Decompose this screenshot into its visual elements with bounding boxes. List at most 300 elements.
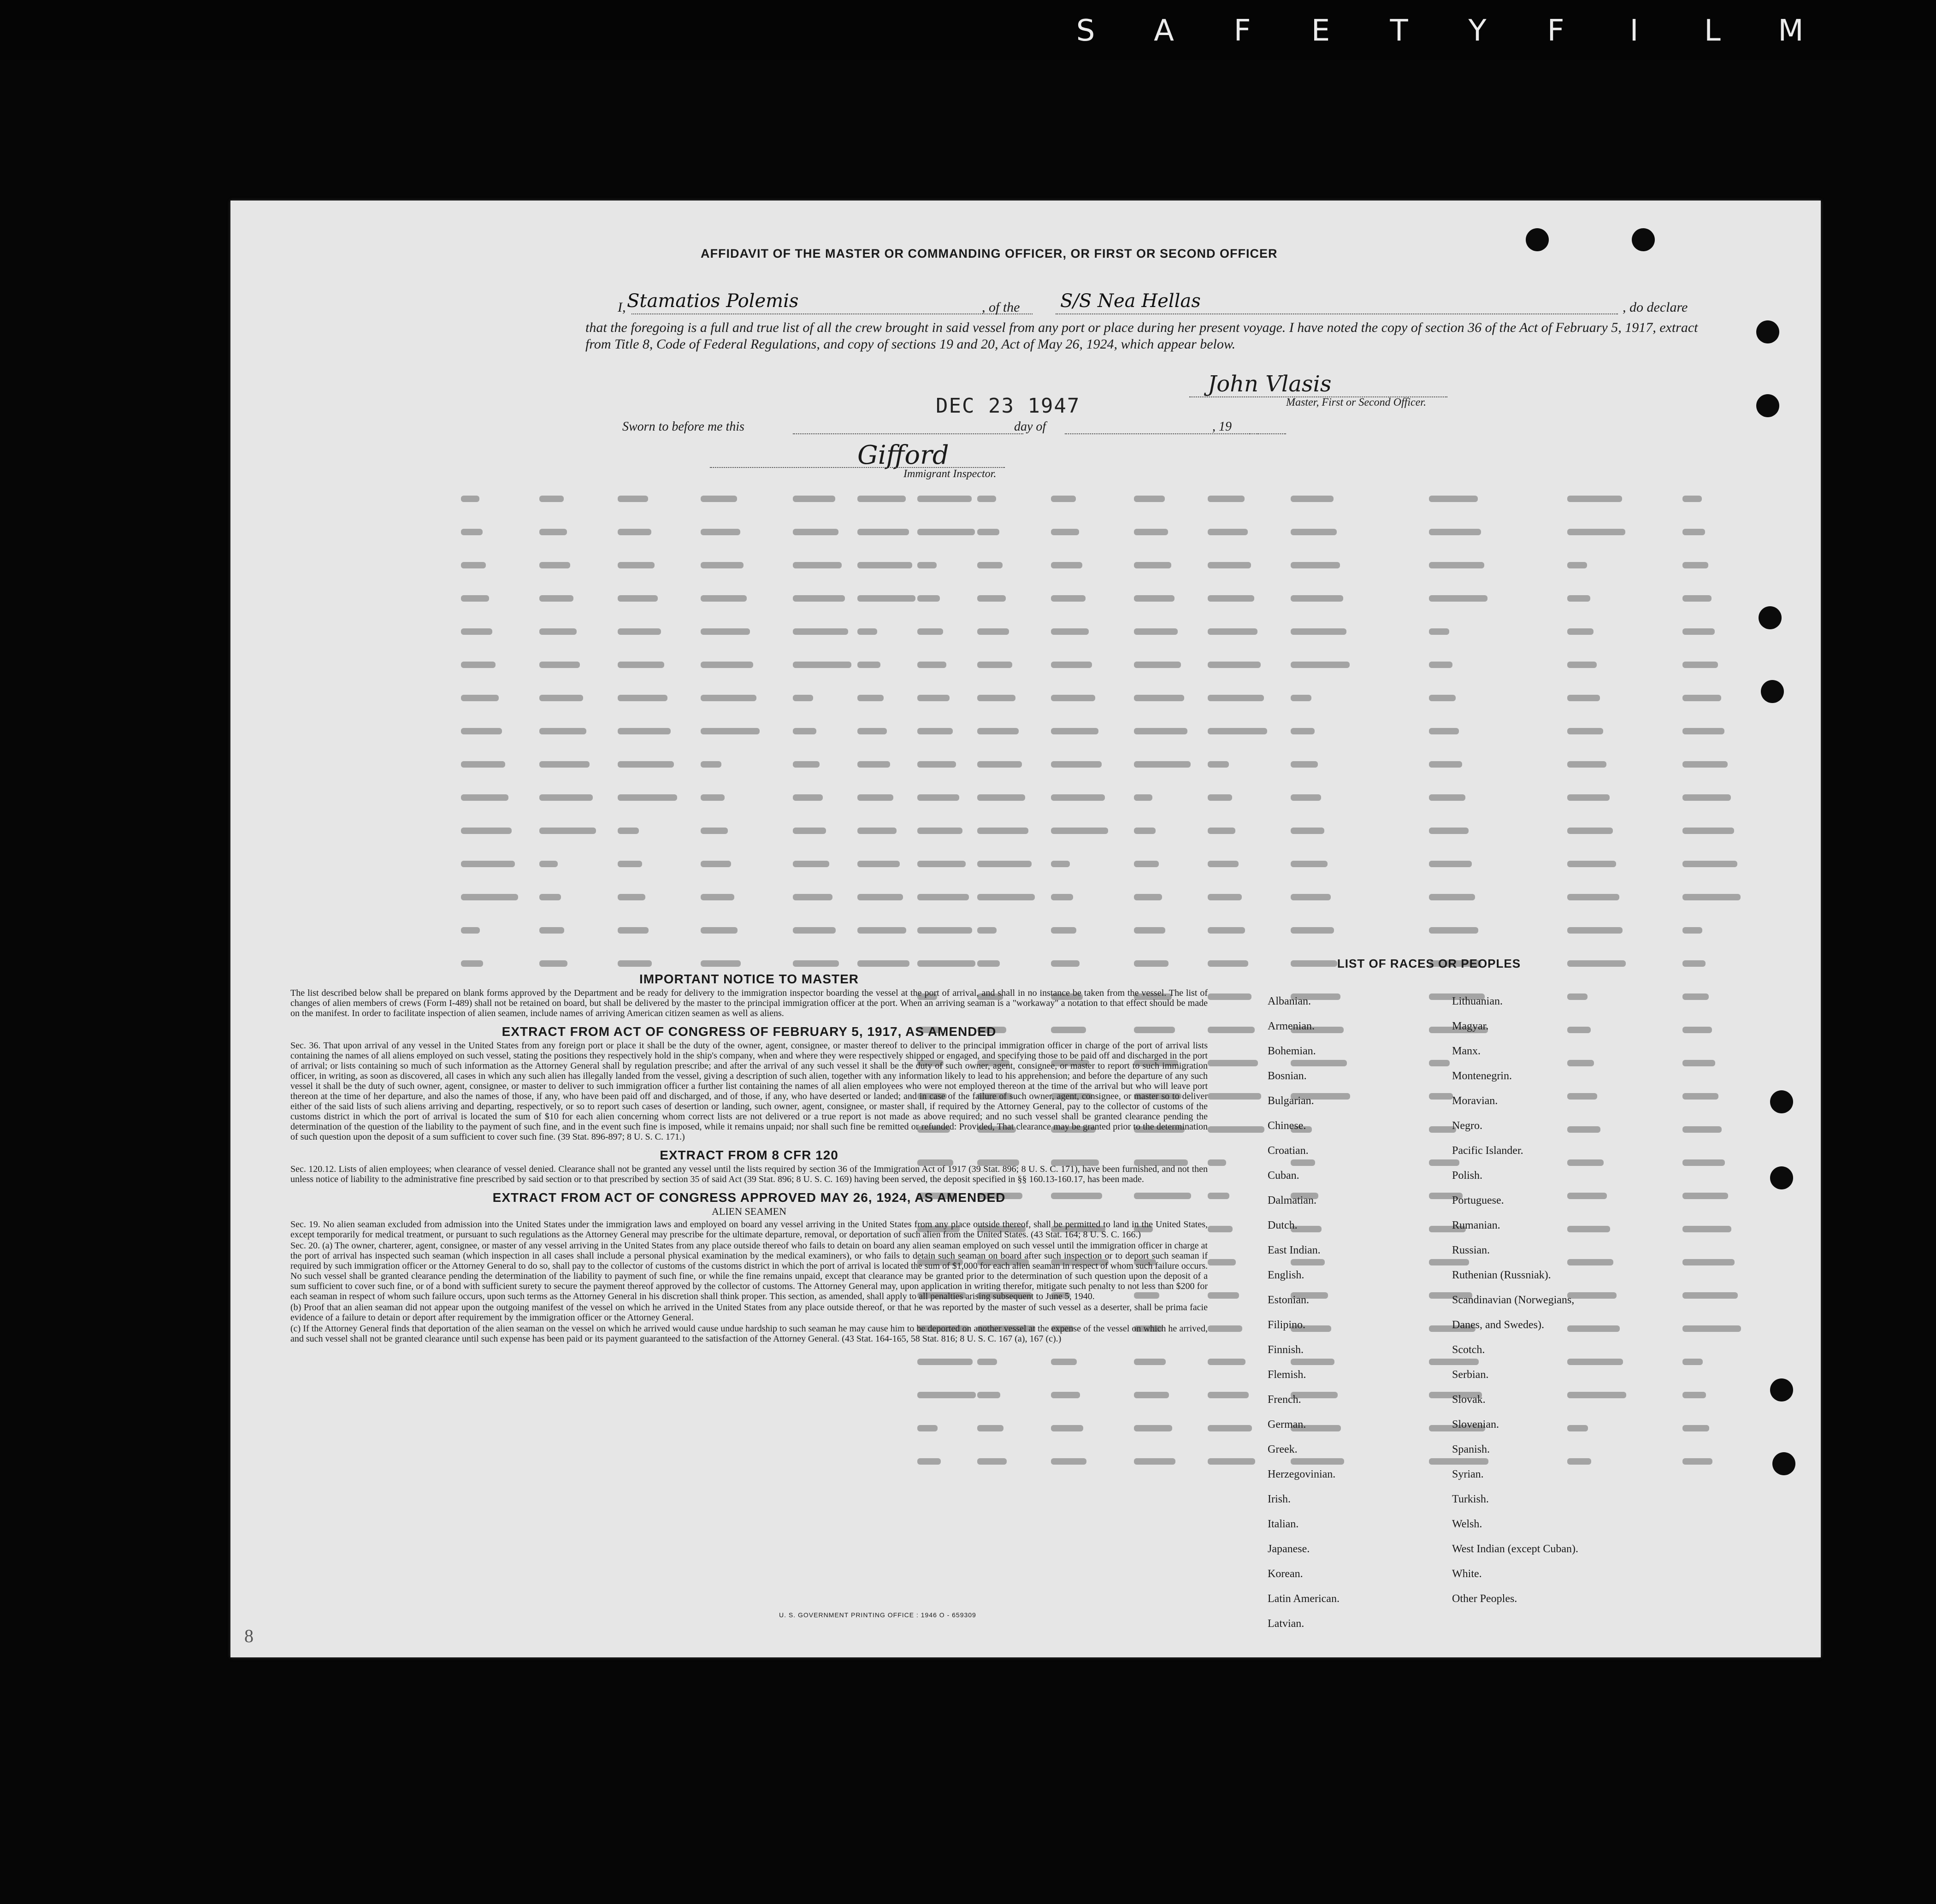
printer-imprint: U. S. GOVERNMENT PRINTING OFFICE : 1946 O - 659309 bbox=[779, 1611, 976, 1619]
bleed-mark bbox=[1567, 894, 1619, 900]
bleed-mark bbox=[977, 496, 996, 502]
bleed-mark bbox=[539, 529, 567, 535]
bleed-mark bbox=[1291, 595, 1343, 602]
bleed-mark bbox=[1291, 894, 1331, 900]
bleed-mark bbox=[1208, 1325, 1242, 1332]
bleed-row bbox=[461, 960, 1798, 965]
notice-body: The list described below shall be prepared on blank forms approved by the Department and be ready for delivery to the immigration inspector boarding the vessel at the port of arrival, and shall in no instance be taken from the vessel. The list of changes of alien members of crews (Form I-489) shall not be retained on board, but shall be delivered by the master to the principal immigration officer at the port. When an arriving seaman is a "workaway" a notation to that effect should be made on the manifest. In order to facilitate inspection of alien seamen, include names of arriving American citizen seamen as well as aliens. bbox=[290, 988, 1208, 1018]
race-entry: Spanish. bbox=[1452, 1443, 1490, 1455]
bleed-row bbox=[461, 695, 1798, 699]
race-entry: French. bbox=[1268, 1394, 1301, 1406]
bleed-mark bbox=[539, 562, 570, 568]
bleed-mark bbox=[1682, 662, 1718, 668]
bleed-mark bbox=[1134, 628, 1178, 635]
bleed-mark bbox=[857, 927, 906, 934]
bleed-mark bbox=[701, 562, 744, 568]
page-corner-mark: 8 bbox=[244, 1626, 254, 1646]
bleed-mark bbox=[977, 1458, 1007, 1465]
bleed-mark bbox=[618, 496, 648, 502]
bleed-mark bbox=[1134, 1359, 1166, 1365]
bleed-mark bbox=[1567, 728, 1603, 734]
bleed-mark bbox=[1682, 1126, 1722, 1133]
bleed-mark bbox=[1208, 761, 1229, 768]
bleed-mark bbox=[701, 695, 756, 701]
bleed-mark bbox=[1208, 529, 1248, 535]
bleed-mark bbox=[1051, 794, 1105, 801]
bleed-mark bbox=[1429, 1060, 1450, 1066]
race-entry: Polish. bbox=[1452, 1170, 1483, 1182]
binder-hole bbox=[1526, 228, 1549, 251]
bleed-mark bbox=[1429, 927, 1478, 934]
bleed-mark bbox=[1208, 1292, 1239, 1299]
bleed-mark bbox=[1682, 1159, 1725, 1166]
bleed-mark bbox=[701, 927, 738, 934]
inspector-label: Immigrant Inspector. bbox=[903, 468, 997, 480]
vessel-name-handwritten: S/S Nea Hellas bbox=[1060, 290, 1201, 312]
bleed-mark bbox=[1682, 628, 1715, 635]
bleed-row bbox=[461, 628, 1798, 633]
bleed-mark bbox=[1051, 761, 1102, 768]
bleed-mark bbox=[793, 662, 851, 668]
bleed-mark bbox=[1429, 861, 1472, 867]
bleed-mark bbox=[539, 761, 590, 768]
bleed-mark bbox=[1134, 595, 1175, 602]
bleed-row bbox=[461, 529, 1798, 533]
sworn-text: Sworn to before me this bbox=[622, 420, 744, 434]
bleed-mark bbox=[1682, 496, 1702, 502]
film-strip-letter: F bbox=[1234, 14, 1251, 48]
bleed-mark bbox=[1429, 662, 1452, 668]
bleed-mark bbox=[917, 828, 962, 834]
bleed-mark bbox=[539, 927, 564, 934]
bleed-mark bbox=[701, 761, 721, 768]
bleed-mark bbox=[1682, 1359, 1703, 1365]
bleed-mark bbox=[1567, 761, 1606, 768]
bleed-mark bbox=[1429, 761, 1462, 768]
bleed-mark bbox=[1208, 628, 1257, 635]
bleed-mark bbox=[618, 662, 664, 668]
bleed-mark bbox=[917, 728, 953, 734]
bleed-mark bbox=[1682, 1425, 1709, 1431]
race-entry: Negro. bbox=[1452, 1120, 1482, 1132]
bleed-mark bbox=[1682, 1060, 1715, 1066]
bleed-mark bbox=[1567, 927, 1623, 934]
bleed-mark bbox=[1134, 894, 1162, 900]
bleed-mark bbox=[1682, 529, 1705, 535]
year-line bbox=[1249, 433, 1286, 434]
races-list bbox=[1268, 957, 1590, 1630]
officer-signature: John Vlasis bbox=[1208, 371, 1332, 397]
bleed-mark bbox=[1291, 529, 1337, 535]
bleed-mark bbox=[793, 861, 829, 867]
bleed-row bbox=[461, 496, 1798, 500]
bleed-mark bbox=[793, 595, 845, 602]
bleed-mark bbox=[917, 1359, 973, 1365]
bleed-mark bbox=[1134, 562, 1171, 568]
bleed-mark bbox=[857, 662, 880, 668]
bleed-mark bbox=[1682, 1292, 1738, 1299]
cfr-heading: EXTRACT FROM 8 CFR 120 bbox=[660, 1148, 838, 1162]
bleed-mark bbox=[1567, 695, 1600, 701]
bleed-mark bbox=[461, 562, 486, 568]
bleed-mark bbox=[1682, 761, 1728, 768]
bleed-mark bbox=[618, 828, 639, 834]
bleed-mark bbox=[1682, 894, 1741, 900]
year-prefix: , 19 bbox=[1212, 420, 1232, 434]
bleed-mark bbox=[917, 496, 972, 502]
bleed-mark bbox=[1682, 1458, 1712, 1465]
bleed-mark bbox=[1134, 1392, 1169, 1398]
film-strip-letter: S bbox=[1076, 14, 1095, 48]
bleed-row bbox=[461, 595, 1798, 600]
bleed-mark bbox=[793, 828, 826, 834]
bleed-mark bbox=[539, 728, 586, 734]
bleed-mark bbox=[793, 628, 848, 635]
bleed-mark bbox=[857, 595, 915, 602]
race-entry: White. bbox=[1452, 1568, 1482, 1580]
race-entry: Armenian. bbox=[1268, 1020, 1315, 1032]
race-entry: Manx. bbox=[1452, 1045, 1481, 1057]
bleed-mark bbox=[917, 794, 959, 801]
bleed-mark bbox=[539, 695, 583, 701]
bleed-mark bbox=[1682, 927, 1702, 934]
bleed-mark bbox=[1567, 628, 1594, 635]
affidavit-prefix: I, bbox=[618, 300, 626, 315]
bleed-mark bbox=[539, 861, 558, 867]
bleed-mark bbox=[917, 662, 946, 668]
bleed-mark bbox=[1429, 894, 1475, 900]
bleed-mark bbox=[1208, 1027, 1255, 1033]
bleed-mark bbox=[1051, 728, 1098, 734]
bleed-mark bbox=[1682, 794, 1731, 801]
bleed-mark bbox=[1208, 695, 1264, 701]
bleed-mark bbox=[1208, 728, 1267, 734]
bleed-mark bbox=[1291, 695, 1311, 701]
race-entry: Magyar. bbox=[1452, 1020, 1489, 1032]
bleed-mark bbox=[1134, 1425, 1172, 1431]
bleed-mark bbox=[461, 927, 480, 934]
bleed-mark bbox=[1208, 861, 1239, 867]
race-entry: Finnish. bbox=[1268, 1344, 1304, 1356]
bleed-mark bbox=[1291, 562, 1340, 568]
race-entry: Irish. bbox=[1268, 1493, 1291, 1505]
bleed-mark bbox=[701, 794, 725, 801]
bleed-mark bbox=[1051, 695, 1095, 701]
bleed-mark bbox=[1051, 562, 1082, 568]
bleed-mark bbox=[1051, 496, 1076, 502]
race-entry: Cuban. bbox=[1268, 1170, 1299, 1182]
race-entry: Montenegrin. bbox=[1452, 1070, 1512, 1082]
bleed-mark bbox=[701, 662, 753, 668]
race-entry: East Indian. bbox=[1268, 1244, 1321, 1256]
bleed-mark bbox=[618, 861, 642, 867]
race-entry: Croatian. bbox=[1268, 1145, 1309, 1157]
race-entry: Pacific Islander. bbox=[1452, 1145, 1523, 1157]
bleed-mark bbox=[1051, 861, 1070, 867]
bleed-mark bbox=[1134, 529, 1168, 535]
bleed-mark bbox=[1429, 595, 1487, 602]
bleed-mark bbox=[1208, 1093, 1261, 1100]
bleed-mark bbox=[701, 496, 737, 502]
bleed-mark bbox=[461, 662, 496, 668]
bleed-mark bbox=[1429, 529, 1481, 535]
bleed-row bbox=[461, 794, 1798, 799]
bleed-mark bbox=[977, 728, 1019, 734]
section-20c-text: (c) If the Attorney General finds that deportation of the alien seaman on the vessel on which he arrived would cause undue hardship to such seaman he may cause him to be deported on another vessel at the expense of the vessel on which he arrived, and such vessel shall not be granted clearance until such expense has been paid or its payment guaranteed to the satisfaction of the Attorney General. (43 Stat. 164-165, 58 Stat. 816; 8 U. S. C. 167 (a), 167 (c).) bbox=[290, 1324, 1208, 1344]
bleed-mark bbox=[977, 794, 1025, 801]
bleed-mark bbox=[1291, 628, 1346, 635]
bleed-mark bbox=[701, 728, 760, 734]
bleed-mark bbox=[1134, 662, 1181, 668]
bleed-mark bbox=[701, 529, 740, 535]
bleed-mark bbox=[977, 695, 1015, 701]
safety-film-strip bbox=[1046, 14, 1830, 48]
bleed-mark bbox=[539, 894, 561, 900]
race-entry: Rumanian. bbox=[1452, 1219, 1500, 1231]
bleed-mark bbox=[977, 894, 1035, 900]
bleed-mark bbox=[1682, 1325, 1741, 1332]
race-entry: Bosnian. bbox=[1268, 1070, 1307, 1082]
bleed-row bbox=[461, 662, 1798, 666]
legal-notices bbox=[290, 966, 1208, 1345]
bleed-row bbox=[461, 828, 1798, 832]
bleed-mark bbox=[1291, 861, 1328, 867]
bleed-mark bbox=[539, 496, 564, 502]
bleed-mark bbox=[1134, 828, 1156, 834]
race-entry: Flemish. bbox=[1268, 1369, 1306, 1381]
bleed-mark bbox=[539, 595, 573, 602]
race-entry: Greek. bbox=[1268, 1443, 1298, 1455]
bleed-mark bbox=[461, 496, 479, 502]
race-entry: West Indian (except Cuban). bbox=[1452, 1543, 1578, 1555]
bleed-mark bbox=[1429, 828, 1469, 834]
bleed-mark bbox=[1291, 662, 1350, 668]
bleed-mark bbox=[977, 927, 997, 934]
bleed-mark bbox=[977, 1392, 1000, 1398]
bleed-mark bbox=[917, 1392, 976, 1398]
bleed-mark bbox=[618, 595, 658, 602]
bleed-mark bbox=[857, 828, 897, 834]
film-strip-letter: Y bbox=[1468, 14, 1487, 48]
bleed-mark bbox=[1208, 993, 1251, 1000]
bleed-mark bbox=[1208, 595, 1254, 602]
bleed-mark bbox=[618, 695, 667, 701]
bleed-mark bbox=[1134, 496, 1165, 502]
bleed-mark bbox=[461, 628, 492, 635]
bleed-mark bbox=[857, 761, 890, 768]
race-entry: Estonian. bbox=[1268, 1294, 1309, 1306]
races-column-1 bbox=[1268, 989, 1340, 1636]
day-of-text: day of bbox=[1014, 420, 1046, 434]
bleed-mark bbox=[1208, 1259, 1236, 1265]
bleed-mark bbox=[1051, 628, 1089, 635]
bleed-mark bbox=[857, 861, 900, 867]
manifest-page bbox=[230, 201, 1821, 1657]
binder-hole bbox=[1632, 228, 1655, 251]
race-entry: Syrian. bbox=[1452, 1468, 1484, 1480]
bleed-mark bbox=[618, 761, 674, 768]
bleed-mark bbox=[1682, 1259, 1735, 1265]
race-entry: Danes, and Swedes). bbox=[1452, 1319, 1544, 1331]
bleed-mark bbox=[1429, 628, 1449, 635]
date-stamp: DEC 23 1947 bbox=[936, 394, 1080, 418]
bleed-mark bbox=[618, 562, 655, 568]
bleed-mark bbox=[1291, 927, 1334, 934]
bleed-mark bbox=[1051, 662, 1092, 668]
bleed-mark bbox=[977, 662, 1012, 668]
race-entry: Portuguese. bbox=[1452, 1194, 1504, 1206]
bleed-mark bbox=[857, 695, 884, 701]
bleed-mark bbox=[1208, 662, 1261, 668]
film-strip-letter: A bbox=[1154, 14, 1174, 48]
races-title: LIST OF RACES OR PEOPLES bbox=[1337, 957, 1521, 970]
bleed-mark bbox=[977, 595, 1006, 602]
bleed-row bbox=[461, 894, 1798, 899]
bleed-mark bbox=[1429, 496, 1478, 502]
bleed-mark bbox=[1208, 1458, 1255, 1465]
bleed-mark bbox=[1051, 529, 1079, 535]
bleed-mark bbox=[857, 628, 877, 635]
bleed-mark bbox=[1429, 728, 1459, 734]
sworn-day-line bbox=[793, 433, 1023, 434]
race-entry: Lithuanian. bbox=[1452, 995, 1503, 1007]
race-entry: Bulgarian. bbox=[1268, 1095, 1314, 1107]
bleed-mark bbox=[461, 529, 483, 535]
bleed-mark bbox=[1208, 894, 1242, 900]
bleed-mark bbox=[539, 662, 580, 668]
master-name-line bbox=[632, 313, 1033, 314]
film-strip-letter: T bbox=[1390, 14, 1408, 48]
race-entry: Dutch. bbox=[1268, 1219, 1298, 1231]
race-entry: Russian. bbox=[1452, 1244, 1490, 1256]
bleed-row bbox=[461, 1359, 1798, 1363]
bleed-mark bbox=[1682, 695, 1721, 701]
bleed-mark bbox=[1134, 1458, 1175, 1465]
bleed-mark bbox=[857, 496, 906, 502]
bleed-mark bbox=[977, 828, 1028, 834]
extract-1917-heading: EXTRACT FROM ACT OF CONGRESS OF FEBRUARY 5, 1917, AS AMENDED bbox=[502, 1024, 997, 1039]
film-strip-letter: L bbox=[1704, 14, 1721, 48]
bleed-mark bbox=[977, 628, 1009, 635]
bleed-mark bbox=[793, 927, 836, 934]
bleed-mark bbox=[1051, 1359, 1077, 1365]
bleed-mark bbox=[618, 728, 671, 734]
bleed-mark bbox=[857, 529, 909, 535]
bleed-mark bbox=[539, 628, 577, 635]
bleed-mark bbox=[917, 861, 966, 867]
of-the-text: , of the bbox=[982, 300, 1020, 315]
bleed-mark bbox=[1208, 1193, 1229, 1199]
race-entry: Albanian. bbox=[1268, 995, 1311, 1007]
bleed-mark bbox=[977, 562, 1003, 568]
race-entry: Chinese. bbox=[1268, 1120, 1306, 1132]
bleed-mark bbox=[917, 1458, 941, 1465]
bleed-mark bbox=[1682, 595, 1712, 602]
bleed-mark bbox=[917, 595, 940, 602]
race-entry: Scotch. bbox=[1452, 1344, 1485, 1356]
inspector-signature: Gifford bbox=[857, 440, 949, 470]
bleed-mark bbox=[1291, 828, 1324, 834]
bleed-mark bbox=[1051, 1392, 1080, 1398]
bleed-mark bbox=[793, 761, 820, 768]
bleed-mark bbox=[1134, 761, 1191, 768]
bleed-mark bbox=[917, 761, 956, 768]
bleed-mark bbox=[917, 927, 972, 934]
bleed-mark bbox=[1567, 496, 1622, 502]
bleed-mark bbox=[1682, 993, 1709, 1000]
bleed-mark bbox=[1567, 828, 1613, 834]
race-entry: English. bbox=[1268, 1269, 1304, 1281]
race-entry: Korean. bbox=[1268, 1568, 1303, 1580]
race-entry: Bohemian. bbox=[1268, 1045, 1316, 1057]
bleed-mark bbox=[857, 794, 893, 801]
do-declare-text: , do declare bbox=[1623, 300, 1688, 315]
bleed-mark bbox=[1051, 828, 1108, 834]
bleed-mark bbox=[857, 894, 903, 900]
bleed-mark bbox=[1134, 861, 1159, 867]
bleed-mark bbox=[1291, 496, 1334, 502]
bleed-mark bbox=[1134, 794, 1152, 801]
bleed-mark bbox=[701, 861, 731, 867]
bleed-mark bbox=[618, 894, 645, 900]
bleed-mark bbox=[461, 828, 512, 834]
bleed-mark bbox=[1208, 1126, 1264, 1133]
bleed-mark bbox=[1291, 794, 1321, 801]
bleed-mark bbox=[1682, 562, 1708, 568]
race-entry: Welsh. bbox=[1452, 1518, 1482, 1530]
bleed-mark bbox=[701, 628, 750, 635]
bleed-mark bbox=[618, 628, 661, 635]
binder-hole bbox=[1756, 320, 1779, 343]
bleed-row bbox=[461, 761, 1798, 766]
bleed-row bbox=[461, 1458, 1798, 1463]
section-20a-text: Sec. 20. (a) The owner, charterer, agent, consignee, or master of any vessel arriving in the United States from any place outside thereof who fails to detain on board any alien seaman employed on such vessel until the immigration officer in charge at the port of arrival has inspected such seaman (which inspection in all cases shall include a personal physical examination by the medical examiners), or who fails to detain such seaman on board after such inspection or to deport such seaman if required by such immigration officer or the Attorney General to do so, shall pay to the collector of customs of the customs district in which the port of arrival is located the sum of $1,000 for each alien seaman in respect of whom such failure occurs. No such vessel shall be granted clearance pending the determination of the liability to payment of such fine, or while the fine remains unpaid, except that clearance may be granted prior to the determination of such question upon the deposit of a sum sufficient to cover such fine, or of a bond with sufficient surety to secure the payment thereof approved by the collector of customs. The Attorney General may, upon application in writing therefor, mitigate such penalty to not less than $200 for each seaman in respect of whom such failure occurs, upon such terms as the Attorney General in his discretion shall think proper. This section, as amended, shall apply to all penalties arising subsequent to June 5, 1940. bbox=[290, 1241, 1208, 1301]
bleed-mark bbox=[1682, 828, 1734, 834]
bleed-mark bbox=[793, 562, 842, 568]
bleed-mark bbox=[917, 529, 975, 535]
bleed-mark bbox=[539, 828, 596, 834]
bleed-mark bbox=[1429, 1093, 1453, 1100]
bleed-mark bbox=[1429, 695, 1456, 701]
bleed-mark bbox=[1134, 927, 1165, 934]
bleed-mark bbox=[618, 529, 651, 535]
bleed-mark bbox=[701, 828, 728, 834]
bleed-row bbox=[461, 927, 1798, 932]
bleed-mark bbox=[1567, 529, 1625, 535]
bleed-mark bbox=[461, 894, 518, 900]
race-entry: Ruthenian (Russniak). bbox=[1452, 1269, 1551, 1281]
races-column-2 bbox=[1452, 989, 1578, 1611]
bleed-mark bbox=[917, 894, 969, 900]
bleed-row bbox=[461, 861, 1798, 865]
bleed-row bbox=[461, 728, 1798, 733]
microfilm-border bbox=[0, 0, 1936, 60]
section-20b-text: (b) Proof that an alien seaman did not appear upon the outgoing manifest of the vessel on which he arrived in the United States from any place outside thereof, or that he was reported by the master of such vessel as a deserter, shall be prima facie evidence of a failure to detain or deport after requirement by the immigration officer or the Attorney General. bbox=[290, 1302, 1208, 1323]
bleed-mark bbox=[461, 761, 505, 768]
bleed-mark bbox=[1567, 861, 1616, 867]
bleed-mark bbox=[793, 529, 838, 535]
bleed-mark bbox=[1291, 761, 1318, 768]
bleed-mark bbox=[1208, 828, 1235, 834]
bleed-mark bbox=[977, 529, 999, 535]
bleed-mark bbox=[1291, 728, 1315, 734]
bleed-mark bbox=[1208, 1359, 1245, 1365]
bleed-mark bbox=[1208, 1159, 1226, 1166]
officer-label: Master, First or Second Officer. bbox=[1286, 396, 1426, 408]
bleed-mark bbox=[1208, 562, 1251, 568]
bleed-mark bbox=[1134, 695, 1184, 701]
bleed-mark bbox=[1051, 1425, 1083, 1431]
